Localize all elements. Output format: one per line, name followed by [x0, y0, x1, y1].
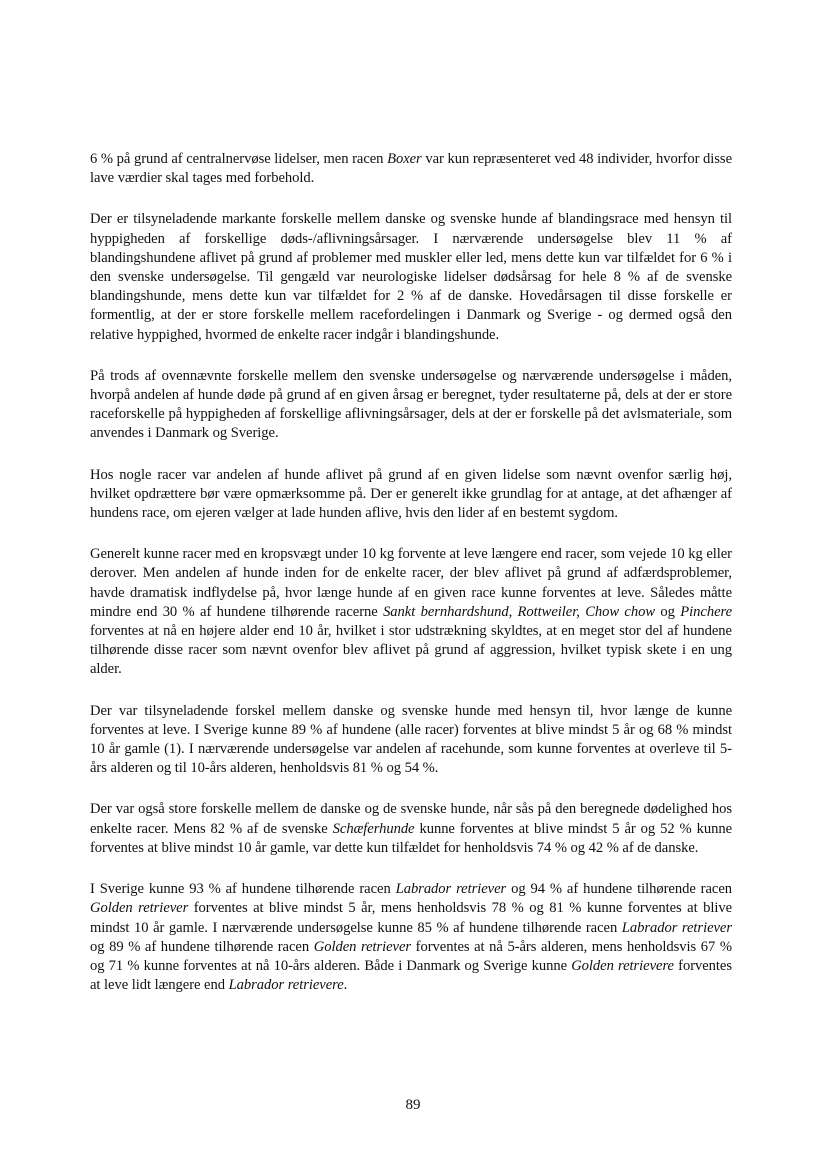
breed-name-italic: Schæferhunde [332, 820, 415, 837]
text-run: Der var også store forskelle mellem de danske og de svenske hunde, når sås på den beregnede dødelighed hos enkelte racer. Mens 82 % af de svenske [90, 801, 732, 837]
paragraph-boxer-note [90, 150, 732, 188]
text-run: Generelt kunne racer med en kropsvægt under 10 kg forvente at leve længere end racer, som vejede 10 kg eller derover. Men andelen af hunde inden for de enkelte racer, der blev aflivet på grund af adfærdsproblemer, havde dramatisk indflydelse på, hvor længe hunde af en given race kunne forventes at leve. Således måtte mindre end 30 % af hundene tilhørende racerne [90, 546, 732, 620]
paragraph-retriever-mortality [90, 880, 732, 995]
document-body [90, 150, 732, 1017]
paragraph-method-differences [90, 367, 732, 444]
breed-name-italic: Labrador retriever [395, 881, 507, 898]
text-run: Der var tilsyneladende forskel mellem danske og svenske hunde med hensyn til, hvor længe de kunne forventes at leve. I Sverige kunne 89 % af hundene (alle racer) forventes at blive mindst 5 år og 68 % mindst 10 år gamle (1). I nærværende undersøgelse var andelen af racehunde, som kunne forventes at overleve til 5-års alderen og til 10-års alderen, henholdsvis 81 % og 54 %. [90, 702, 732, 777]
text-run: var kun repræsenteret ved 48 individer, hvorfor disse lave værdier skal tages med forbehold. [90, 151, 732, 187]
text-run: 6 % på grund af centralnervøse lidelser, men racen [90, 151, 388, 167]
text-run: og 89 % af hundene tilhørende racen [90, 938, 314, 955]
text-run: kunne forventes at blive mindst 5 år og 52 % kunne forventes at blive mindst 10 år gamle, var dette kun tilfældet for henholdsvis 74 % og 42 % af de danske. [90, 820, 732, 856]
breed-name-italic: Sankt bernhardshund, Rottweiler, Chow chow [383, 603, 656, 620]
paragraph-body-weight-lifespan [90, 545, 732, 679]
text-run: På trods af ovennævnte forskelle mellem den svenske undersøgelse og nærværende undersøgelse i måden, hvorpå andelen af hunde døde på grund af en given årsag er beregnet, tyder resultaterne på, dels at der er store raceforskelle på hyppigheden af forskellige aflivningsårsager, dels at der er forskelle på det avlsmateriale, som anvendes i Danmark og Sverige. [90, 367, 732, 442]
breed-name-italic: Pinchere [680, 603, 733, 620]
page-number: 89 [405, 1097, 421, 1113]
breed-name-italic: Golden retriever [313, 938, 412, 955]
paragraph-shepherd-mortality [90, 800, 732, 858]
paragraph-breeder-awareness [90, 466, 732, 524]
text-run: forventes at blive mindst 5 år, mens henholdsvis 78 % og 81 % kunne forventes at blive mindst 10 år gamle. I nærværende undersøgelse kunne 85 % af hundene tilhørende racen [90, 900, 733, 936]
text-run: og 94 % af hundene tilhørende racen [506, 881, 732, 898]
text-run: Der er tilsyneladende markante forskelle mellem danske og svenske hunde af blandingsrace med hensyn til hyppigheden af forskellige døds-/aflivningsårsager. I nærværende undersøgelse blev 11 % af blandingshundene aflivet på grund af problemer med muskler eller led, mens dette kun var tilfældet for 6 % i den svenske undersøgelse. Til gengæld var neurologiske lidelser dødsårsag for hele 8 % af de svenske blandingshunde, mens dette kun var tilfældet for 2 % af de danske. Hovedårsagen til disse forskelle er formentlig, at der er store forskelle mellem racefordelingen i Danmark og Sverige - og dermed også den relative hyppighed, hvormed de enkelte racer indgår i blandingshunde. [90, 211, 732, 343]
text-run: Hos nogle racer var andelen af hunde aflivet på grund af en given lidelse som nævnt ovenfor særlig høj, hvilket opdrættere bør være opmærksomme på. Der er generelt ikke grundlag for at antage, at det afhænger af hundens race, om ejeren vælger at lade hunden aflive, hvis den lider af en bestemt sygdom. [90, 466, 732, 522]
text-run: forventes at nå en højere alder end 10 år, hvilket i stor udstrækning skyldtes, at en meget stor del af hundene tilhørende disse racer som nævnt ovenfor blev aflivet på grund af aggression, hvilket typisk skete i en ung alder. [90, 623, 732, 678]
text-run: og [655, 603, 681, 620]
breed-name-italic: Labrador retrievere [228, 977, 344, 994]
breed-name-italic: Boxer [387, 151, 422, 167]
paragraph-mixed-breed-differences [90, 210, 732, 344]
paragraph-danish-swedish-lifespan [90, 702, 732, 779]
breed-name-italic: Labrador retriever [621, 919, 732, 936]
text-run: . [343, 977, 348, 994]
text-run: forventes at leve lidt længere end [90, 957, 732, 994]
breed-name-italic: Golden retriever [90, 900, 189, 917]
text-run: I Sverige kunne 93 % af hundene tilhørende racen [90, 881, 396, 898]
breed-name-italic: Golden retrievere [571, 957, 674, 974]
text-run: forventes at nå 5-års alderen, mens henholdsvis 67 % og 71 % kunne forventes at nå 10-års alderen. Både i Danmark og Sverige kunne [90, 938, 732, 974]
